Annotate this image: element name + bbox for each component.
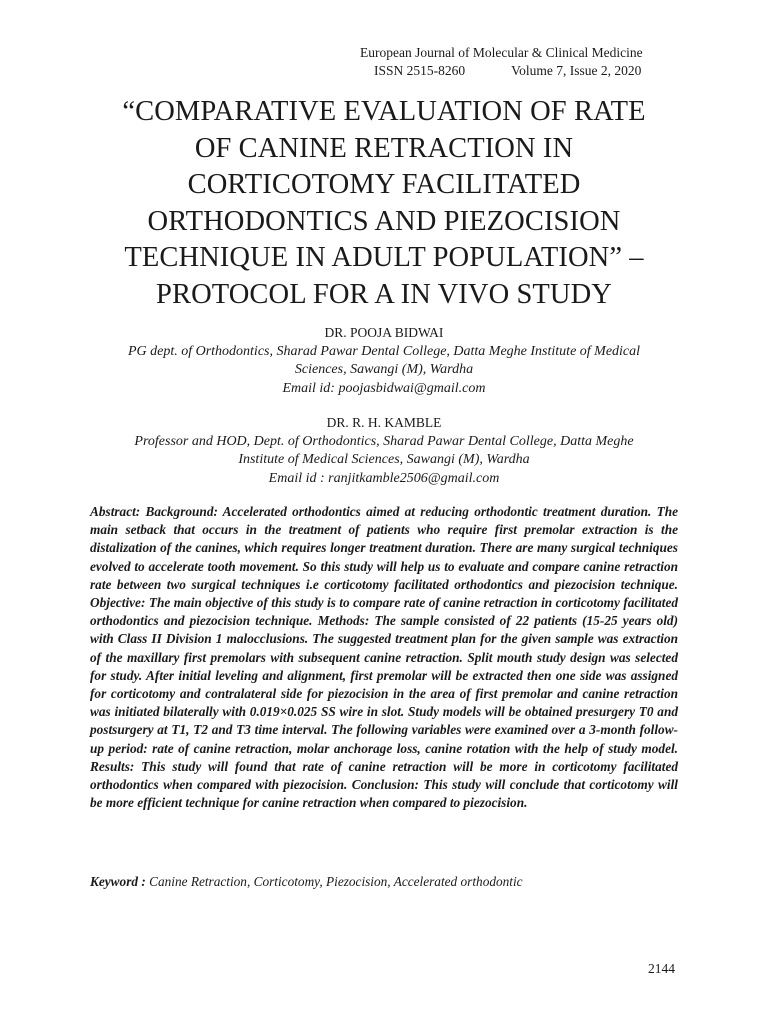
journal-name: European Journal of Molecular & Clinical Medicine xyxy=(360,45,643,60)
author-name: DR. POOJA BIDWAI xyxy=(324,325,444,340)
author-block-1 xyxy=(60,324,708,398)
title-line: ORTHODONTICS AND PIEZOCISION xyxy=(147,205,621,237)
title-line: OF CANINE RETRACTION IN xyxy=(194,132,574,164)
author-affiliation-line: Professor and HOD, Dept. of Orthodontics, Sharad Pawar Dental College, Datta Meghe xyxy=(134,433,634,449)
keywords-label: Keyword : xyxy=(90,874,146,889)
page-number: 2144 xyxy=(648,961,675,976)
author-email: Email id: poojasbidwai@gmail.com xyxy=(282,380,486,396)
author-block-2 xyxy=(60,414,708,488)
author-name: DR. R. H. KAMBLE xyxy=(326,415,442,430)
title-line: PROTOCOL FOR A IN VIVO STUDY xyxy=(156,278,612,310)
keywords-line xyxy=(90,873,678,891)
author-affiliation-line: Sciences, Sawangi (M), Wardha xyxy=(294,362,474,378)
author-affiliation-line: PG dept. of Orthodontics, Sharad Pawar Dental College, Datta Meghe Institute of Medical xyxy=(127,343,641,359)
title-line: TECHNIQUE IN ADULT POPULATION” – xyxy=(124,242,644,274)
abstract-paragraph: Abstract: Background: Accelerated orthodontics aimed at reducing orthodontic treatment duration. The main setback that occurs in the treatment of patients who require first premolar extraction is the distalization of the canines, which requires longer treatment duration. There are many surgical techniques evolved to accelerate tooth movement. So this study will help us to evaluate and compare canine retraction rate between two surgical techniques i.e corticotomy facilitated orthodontics and piezocision technique. Objective: The main objective of this study is to compare rate of canine retraction in corticotomy facilitated orthodontics and piezocision technique. Methods: The sample consisted of 22 patients (15-25 years old) with Class II Division 1 malocclusions. The suggested treatment plan for the given sample was extraction of the maxillary first premolars with subsequent canine retraction. Split mouth study design was selected for study. After initial leveling and alignment, first premolar will be extracted then one side was assigned for corticotomy and contralateral side for piezocision in the area of first premolar and canine retraction was initiated bilaterally with 0.019×0.025 SS wire in slot. Study models will be obtained presurgery T0 and postsurgery at T1, T2 and T3 time interval. The following variables were examined over a 3-month follow-up period: rate of canine retraction, molar anchorage loss, canine rotation with the help of study model. Results: This study will found that rate of canine retraction will be more in corticotomy facilitated orthodontics when compared with piezocision. Conclusion: This study will conclude that corticotomy will be more efficient technique for canine retraction when compared to piezocision. xyxy=(90,504,678,811)
issn-volume-line xyxy=(360,62,670,80)
issn: ISSN 2515-8260 xyxy=(374,63,466,78)
volume-issue: Volume 7, Issue 2, 2020 xyxy=(511,63,642,78)
title-line: CORTICOTOMY FACILITATED xyxy=(187,169,581,201)
keywords-text: Canine Retraction, Corticotomy, Piezocision, Accelerated orthodontic xyxy=(149,874,523,889)
author-affiliation-line: Institute of Medical Sciences, Sawangi (M), Wardha xyxy=(238,452,530,468)
author-email: Email id : ranjitkamble2506@gmail.com xyxy=(268,470,500,486)
paper-title xyxy=(70,94,698,314)
journal-header xyxy=(360,44,670,80)
title-line: “COMPARATIVE EVALUATION OF RATE xyxy=(122,96,646,127)
